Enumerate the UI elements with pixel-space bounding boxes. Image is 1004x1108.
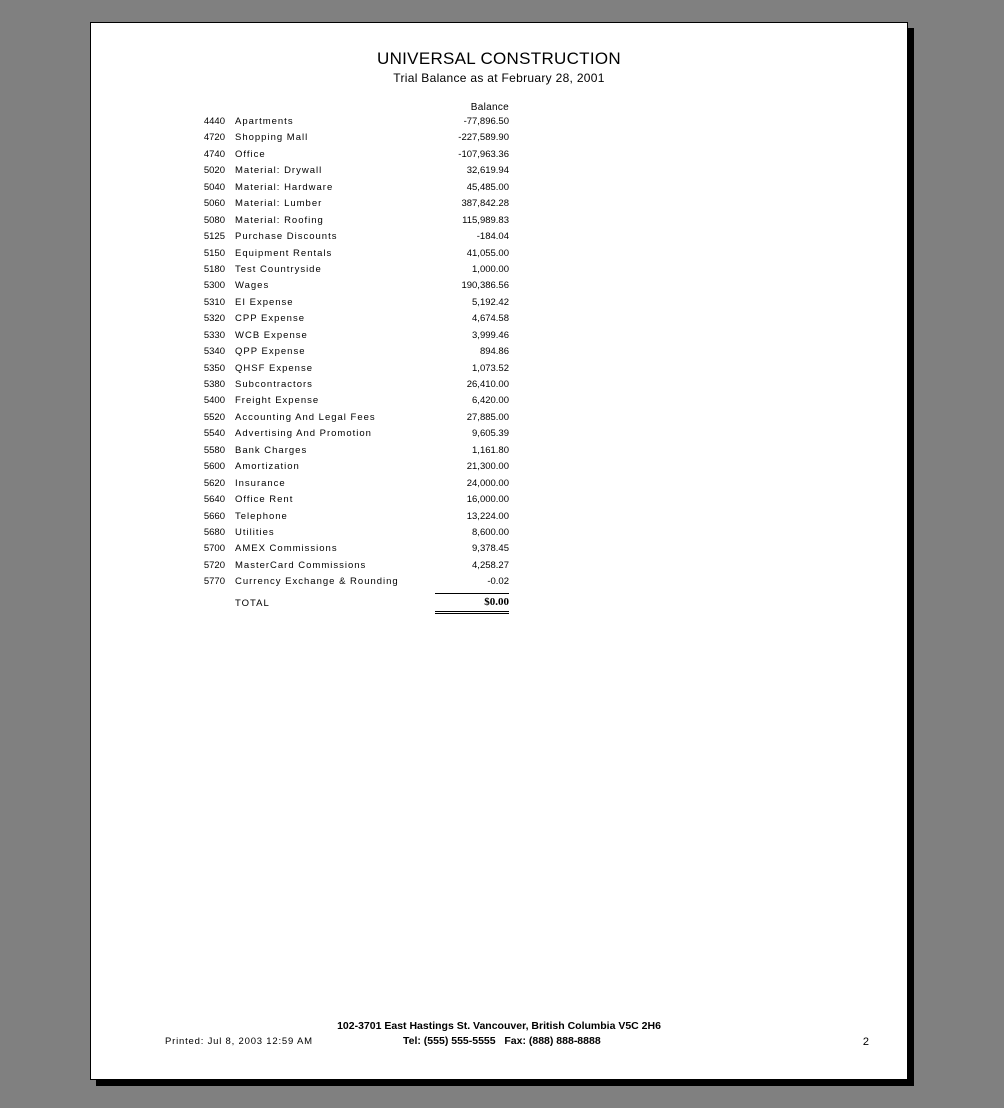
account-description: WCB Expense [235,329,308,341]
table-row [91,278,907,294]
account-balance: 21,300.00 [466,461,509,473]
account-number: 5340 [203,346,225,358]
account-balance: 894.86 [479,346,509,358]
account-description: Accounting And Legal Fees [235,411,376,423]
table-row [91,459,907,475]
account-description: Amortization [235,461,300,473]
table-row [91,328,907,344]
account-balance: 1,073.52 [472,362,509,374]
account-description: EI Expense [235,296,294,308]
account-balance: 32,619.94 [466,165,509,177]
table-row [91,492,907,508]
account-description: Test Countryside [235,263,322,275]
account-balance: 26,410.00 [466,379,509,390]
table-row [91,196,907,212]
account-description: Apartments [235,116,294,127]
account-number: 5640 [203,494,225,506]
account-balance: 9,378.45 [472,543,509,555]
account-description: Freight Expense [235,395,320,407]
account-description: Advertising And Promotion [235,428,372,440]
table-row [91,130,907,146]
account-number: 5660 [203,510,225,522]
account-number: 5720 [203,559,225,571]
account-balance: 4,674.58 [472,313,509,325]
account-balance: 45,485.00 [466,181,509,193]
table-row [91,426,907,442]
account-description: Shopping Mall [235,132,309,144]
account-balance: 6,420.00 [472,395,509,407]
account-number: 5620 [203,477,225,489]
account-number: 5540 [203,428,225,440]
account-description: MasterCard Commissions [235,559,367,571]
table-row [91,377,907,393]
table-row [91,163,907,179]
account-number: 5330 [203,329,225,341]
table-row [91,361,907,377]
footer-address: 102-3701 East Hastings St. Vancouver, British Columbia V5C 2H6 [337,1020,661,1032]
account-description: Equipment Rentals [235,247,333,259]
table-row [91,311,907,327]
report-page [90,22,908,1080]
account-number: 5380 [203,379,225,390]
account-balance: 9,605.39 [472,428,509,440]
account-description: Insurance [235,477,286,489]
table-row [91,180,907,196]
page-number: 2 [862,1036,869,1048]
footer-contact: Tel: (555) 555-5555 Fax: (888) 888-8888 [403,1035,601,1047]
trial-balance-rows [91,114,907,591]
account-number: 5300 [203,280,225,292]
account-description: Material: Drywall [235,165,323,177]
table-row [91,509,907,525]
account-balance: 387,842.28 [461,198,509,210]
account-description: Bank Charges [235,444,308,456]
account-description: QPP Expense [235,346,306,358]
account-number: 5700 [203,543,225,555]
total-row [91,593,907,617]
account-balance: 3,999.46 [472,329,509,341]
account-balance: 13,224.00 [466,510,509,522]
account-description: Utilities [235,526,275,538]
account-number: 5125 [203,231,225,243]
account-description: Wages [235,280,270,292]
table-row [91,344,907,360]
account-number: 5350 [203,362,225,374]
account-balance: 1,161.80 [472,444,509,456]
account-balance: 27,885.00 [466,411,509,423]
account-number: 5080 [203,214,225,226]
account-number: 5680 [203,526,225,538]
account-balance: 115,989.83 [462,214,509,226]
table-row [91,229,907,245]
total-value: $0.00 [435,593,509,614]
account-number: 5770 [203,576,225,588]
table-row [91,147,907,163]
account-number: 5400 [203,395,225,407]
account-balance: -227,589.90 [458,132,509,144]
account-description: Material: Roofing [235,214,324,226]
account-number: 5180 [203,263,225,275]
table-row [91,114,907,130]
account-balance: 190,386.56 [461,280,509,292]
table-row [91,574,907,590]
account-number: 5150 [203,247,225,259]
account-balance: 1,000.00 [472,263,509,275]
account-description: Office [235,148,266,160]
account-number: 4440 [203,116,225,127]
table-row [91,410,907,426]
table-row [91,262,907,278]
account-number: 5310 [203,296,225,308]
account-description: Currency Exchange & Rounding [235,576,399,588]
account-description: AMEX Commissions [235,543,338,555]
table-row [91,295,907,311]
table-row [91,246,907,262]
table-row [91,213,907,229]
account-balance: 5,192.42 [472,296,509,308]
account-number: 5580 [203,444,225,456]
account-description: Subcontractors [235,379,313,390]
account-balance: -184.04 [476,231,509,243]
account-number: 5320 [203,313,225,325]
account-balance: -107,963.36 [458,148,509,160]
account-number: 5020 [203,165,225,177]
account-balance: 16,000.00 [466,494,509,506]
account-description: Telephone [235,510,288,522]
table-row [91,541,907,557]
account-balance: 4,258.27 [472,559,509,571]
account-balance: 8,600.00 [472,526,509,538]
account-number: 5040 [203,181,225,193]
account-number: 5600 [203,461,225,473]
account-description: Office Rent [235,494,294,506]
account-number: 5520 [203,411,225,423]
account-number: 5060 [203,198,225,210]
report-subtitle: Trial Balance as at February 28, 2001 [393,71,605,85]
account-balance: 24,000.00 [466,477,509,489]
table-row [91,558,907,574]
account-number: 4740 [203,148,225,160]
account-description: CPP Expense [235,313,305,325]
account-balance: -77,896.50 [463,116,509,127]
table-row [91,476,907,492]
table-row [91,525,907,541]
account-number: 4720 [203,132,225,144]
account-balance: 41,055.00 [466,247,509,259]
account-description: QHSF Expense [235,362,313,374]
company-title: UNIVERSAL CONSTRUCTION [377,49,621,68]
account-description: Material: Hardware [235,181,334,193]
account-description: Purchase Discounts [235,231,338,243]
balance-column-header: Balance [470,102,509,113]
account-description: Material: Lumber [235,198,323,210]
total-label: TOTAL [235,598,270,609]
table-row [91,443,907,459]
printed-timestamp: Printed: Jul 8, 2003 12:59 AM [165,1036,313,1047]
table-row [91,393,907,409]
account-balance: -0.02 [487,576,509,588]
